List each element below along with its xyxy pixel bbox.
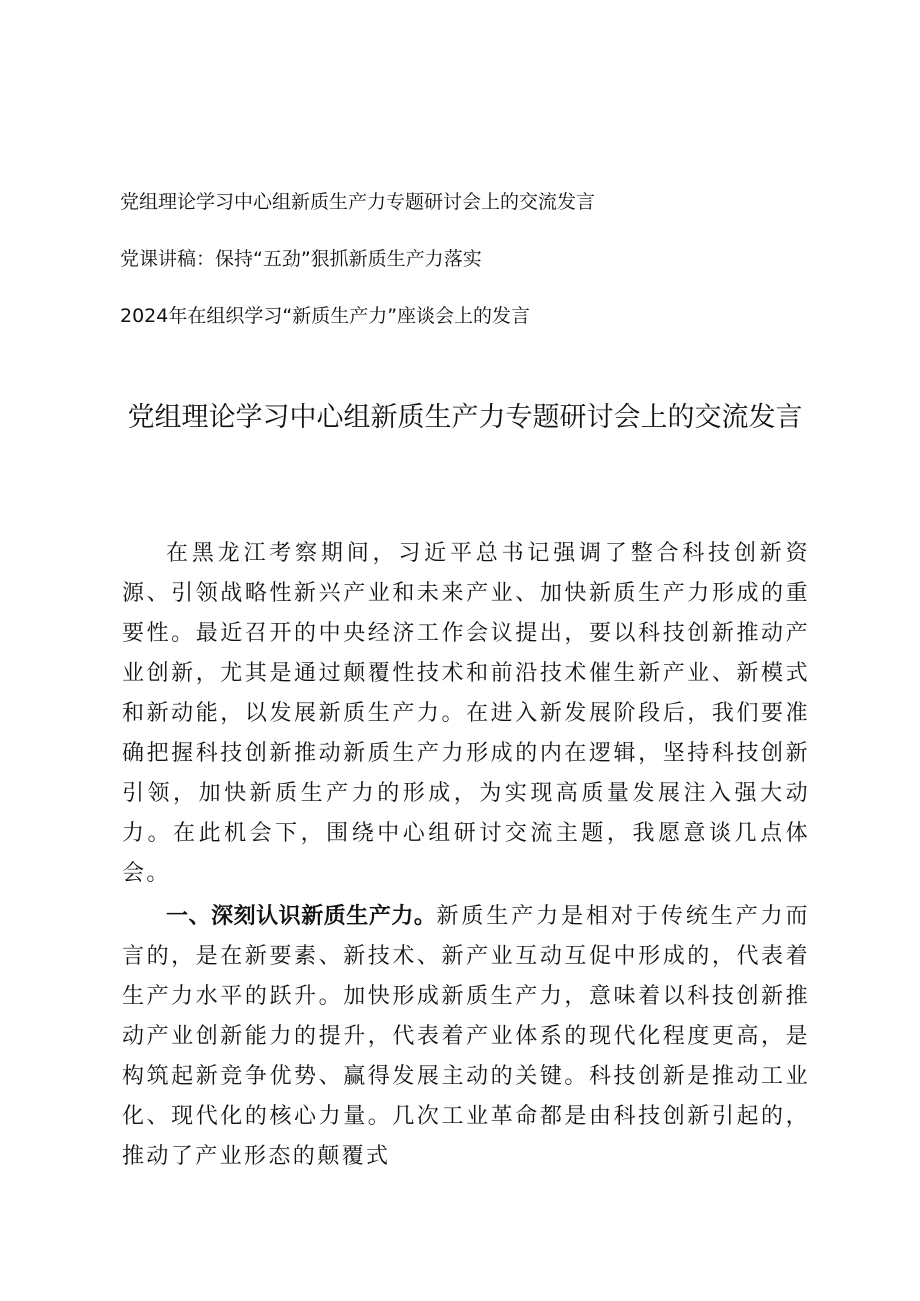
related-article-link[interactable]: 党组理论学习中心组新质生产力专题研讨会上的交流发言 — [120, 191, 596, 213]
document-title: 党组理论学习中心组新质生产力专题研讨会上的交流发言 — [127, 402, 803, 433]
document-body — [122, 534, 810, 1180]
section-heading: 一、深刻认识新质生产力。 — [166, 904, 437, 929]
paragraph-text: 在黑龙江考察期间，习近平总书记强调了整合科技创新资源、引领战略性新兴产业和未来产业、加快新质生产力形成的重要性。最近召开的中央经济工作会议提出，要以科技创新推动产业创新，尤其是通过颠覆性技术和前沿技术催生新产业、新模式和新动能，以发展新质生产力。在进入新发展阶段后，我们要准确把握科技创新推动新质生产力形成的内在逻辑，坚持科技创新引领，加快新质生产力的形成，为实现高质量发展注入强大动力。在此机会下，围绕中心组研讨交流主题，我愿意谈几点体会。 — [122, 541, 810, 886]
related-articles-list — [120, 188, 820, 359]
related-article-link[interactable]: 2024年在组织学习“新质生产力”座谈会上的发言 — [120, 305, 531, 327]
related-article-link[interactable]: 党课讲稿：保持“五劲”狠抓新质生产力落实 — [120, 248, 482, 270]
paragraph-text: 新质生产力是相对于传统生产力而言的，是在新要素、新技术、新产业互动互促中形成的，代表着生产力水平的跃升。加快形成新质生产力，意味着以科技创新推动产业创新能力的提升，代表着产业体系的现代化程度更高，是构筑起新竞争优势、赢得发展主动的关键。科技创新是推动工业化、现代化的核心力量。几次工业革命都是由科技创新引起的，推动了产业形态的颠覆式 — [122, 904, 810, 1169]
body-paragraph — [122, 534, 810, 894]
body-paragraph — [122, 897, 810, 1177]
